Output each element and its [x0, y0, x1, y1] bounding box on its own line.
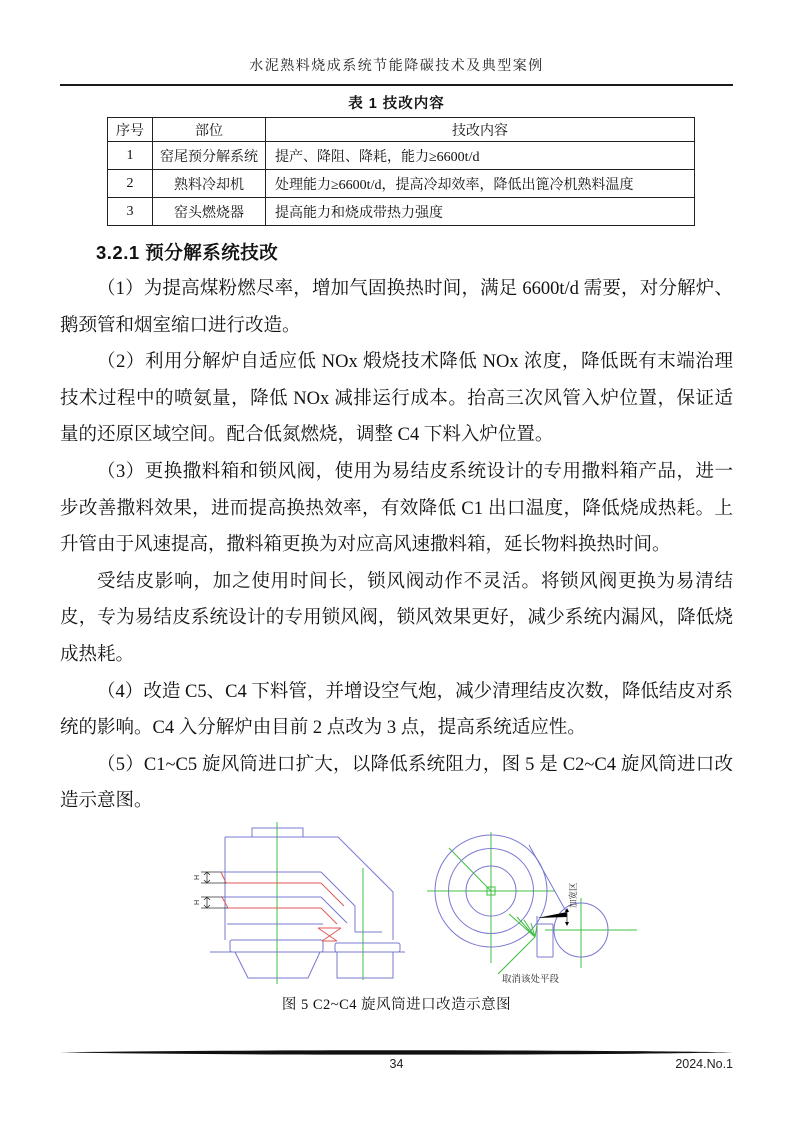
figure-5: [185, 820, 645, 994]
widened-area-label: 加宽区: [568, 882, 578, 908]
cell-part: 熟料冷却机: [153, 170, 266, 198]
cell-seq: 1: [108, 142, 153, 170]
section-heading: 3.2.1 预分解系统技改: [96, 242, 279, 263]
cell-content: 提高能力和烧成带热力强度: [266, 198, 695, 226]
paragraph: （4）改造 C5、C4 下料管，并增设空气炮，减少清理结皮次数，降低结皮对系统的影响。C4 入分解炉由目前 2 点改为 3 点，提高系统适应性。: [60, 681, 733, 739]
cell-content: 提产、降阻、降耗，能力≥6600t/d: [266, 142, 695, 170]
cell-seq: 3: [108, 198, 153, 226]
cyclone-modification-drawing: [185, 820, 645, 994]
table-title: 表 1 技改内容: [348, 96, 445, 112]
issue-label: 2024.No.1: [675, 1057, 733, 1071]
figure-caption: 图 5 C2~C4 旋风筒进口改造示意图: [281, 997, 512, 1013]
cell-seq: 2: [108, 170, 153, 198]
table-row: [108, 142, 695, 170]
dimension-label-h-upper: H: [194, 874, 201, 880]
header-rule: [60, 84, 733, 86]
dimension-label-h-lower: H: [194, 899, 201, 905]
paragraph: （3）更换撒料箱和锁风阀，使用为易结皮系统设计的专用撒料箱产品，进一步改善撒料效果，进而提高换热效率，有效降低 C1 出口温度，降低烧成热耗。上升管由于风速提高，撒料箱更换为对应高风速撒料箱，延长物料换热时间。: [60, 461, 733, 556]
cyclone-top-view-drawing: [427, 832, 637, 985]
col-header-part: 部位: [153, 118, 266, 142]
modifications-table: [107, 117, 695, 226]
cyclone-side-view-drawing: [194, 822, 405, 984]
col-header-seq: 序号: [108, 118, 153, 142]
paragraph: （5）C1~C5 旋风筒进口扩大，以降低系统阻力，图 5 是 C2~C4 旋风筒进口改造示意图。: [60, 754, 733, 812]
paragraph: （2）利用分解炉自适应低 NOx 煅烧技术降低 NOx 浓度，降低既有末端治理技术过程中的喷氨量，降低 NOx 减排运行成本。抬高三次风管入炉位置，保证适量的还原区域空间。配合低氮燃烧，调整 C4 下料入炉位置。: [60, 352, 733, 446]
remove-flat-annotation: 取消该处平段: [502, 974, 560, 985]
body-text: [60, 271, 733, 820]
col-header-content: 技改内容: [266, 118, 695, 142]
cell-part: 窑头燃烧器: [153, 198, 266, 226]
paragraph: （1）为提高煤粉燃尽率，增加气固换热时间，满足 6600t/d 需要，对分解炉、鹅颈管和烟室缩口进行改造。: [60, 279, 733, 336]
page-number: 34: [389, 1057, 404, 1071]
table-row: [108, 198, 695, 226]
table-row: [108, 170, 695, 198]
paragraph: 受结皮影响，加之使用时间长，锁风阀动作不灵活。将锁风阀更换为易清结皮，专为易结皮系统设计的专用锁风阀，锁风效果更好，减少系统内漏风，降低烧成热耗。: [60, 571, 733, 665]
table-header-row: [108, 118, 695, 142]
footer-rule: [60, 1049, 733, 1056]
journal-header-title: 水泥熟料烧成系统节能降碳技术及典型案例: [249, 59, 544, 74]
cell-content: 处理能力≥6600t/d，提高冷却效率，降低出篦冷机熟料温度: [266, 170, 695, 198]
cell-part: 窑尾预分解系统: [153, 142, 266, 170]
